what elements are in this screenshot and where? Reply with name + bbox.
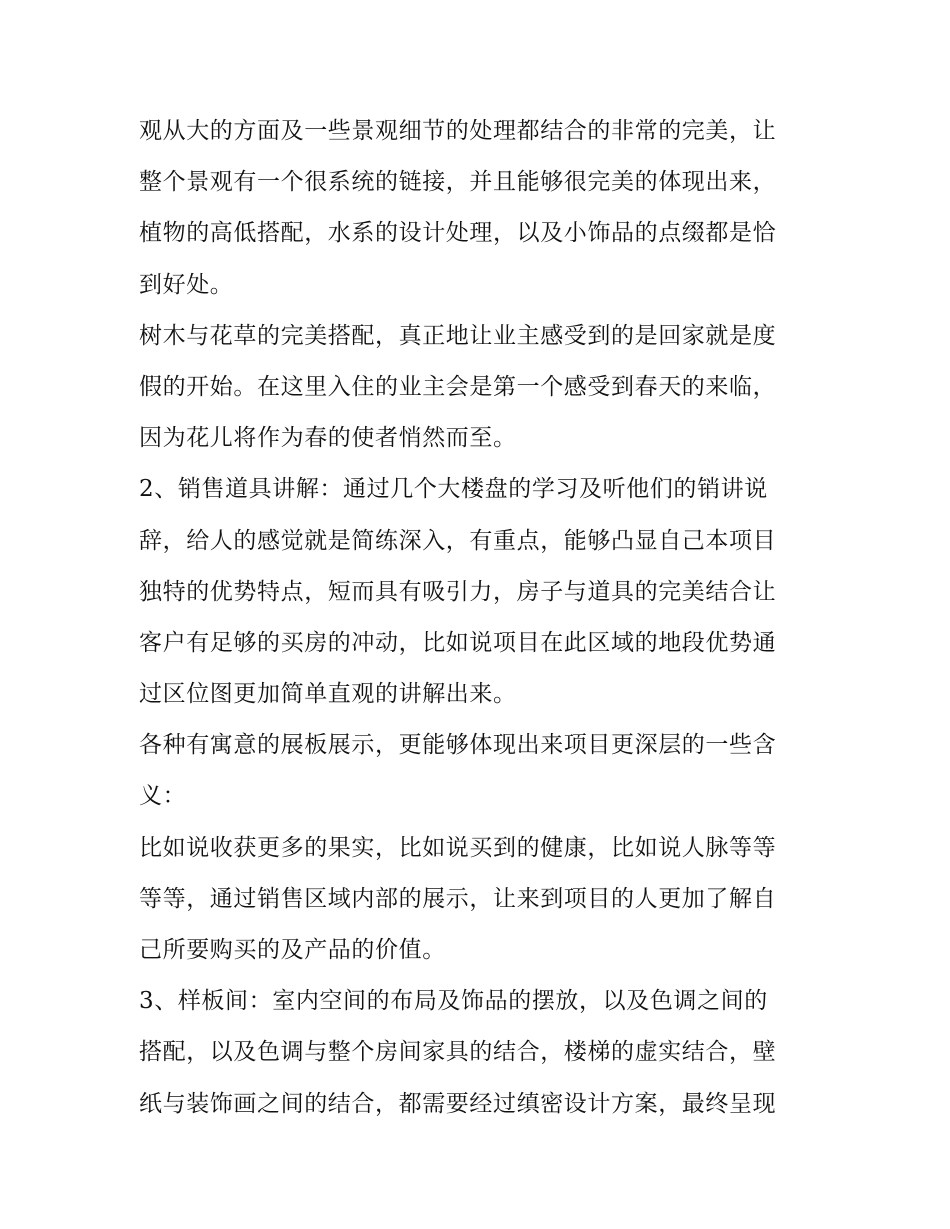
text-line: 到好处。 [139,271,234,298]
text-line: 各种有寓意的展板展示，更能够体现出来项目更深层的一些含 [139,732,777,759]
text-line: 客户有足够的买房的冲动，比如说项目在此区域的地段优势通 [139,629,777,656]
text-line: 植物的高低搭配，水系的设计处理，以及小饰品的点缀都是恰 [139,220,777,247]
text-line: 树木与花草的完美搭配，真正地让业主感受到的是回家就是度 [139,322,777,349]
text-line: 过区位图更加简单直观的讲解出来。 [139,681,517,708]
text-line: 义： [139,783,187,810]
text-line: 假的开始。在这里入住的业主会是第一个感受到春天的来临， [139,373,777,400]
text-line: 3、样板间：室内空间的布局及饰品的摆放，以及色调之间的 [139,988,768,1015]
text-line: 整个景观有一个很系统的链接，并且能够很完美的体现出来， [139,169,777,196]
text-line: 己所要购买的及产品的价值。 [139,937,446,963]
text-line: 辞，给人的感觉就是简练深入，有重点，能够凸显自己本项目 [139,527,777,554]
text-line: 比如说收获更多的果实，比如说买到的健康，比如说人脉等等 [139,834,777,861]
text-line: 2、销售道具讲解：通过几个大楼盘的学习及听他们的销讲说 [139,476,768,503]
text-line: 因为花儿将作为春的使者悄然而至。 [139,425,517,452]
text-line: 搭配，以及色调与整个房间家具的结合，楼梯的虚实结合，壁 [139,1039,777,1066]
text-line: 等等，通过销售区域内部的展示，让来到项目的人更加了解自 [139,885,777,912]
text-line: 观从大的方面及一些景观细节的处理都结合的非常的完美，让 [139,118,777,144]
text-line: 纸与装饰画之间的结合，都需要经过缜密设计方案，最终呈现 [139,1090,777,1117]
text-line: 独特的优势特点，短而具有吸引力，房子与道具的完美结合让 [139,578,777,605]
body-text [139,106,819,1130]
